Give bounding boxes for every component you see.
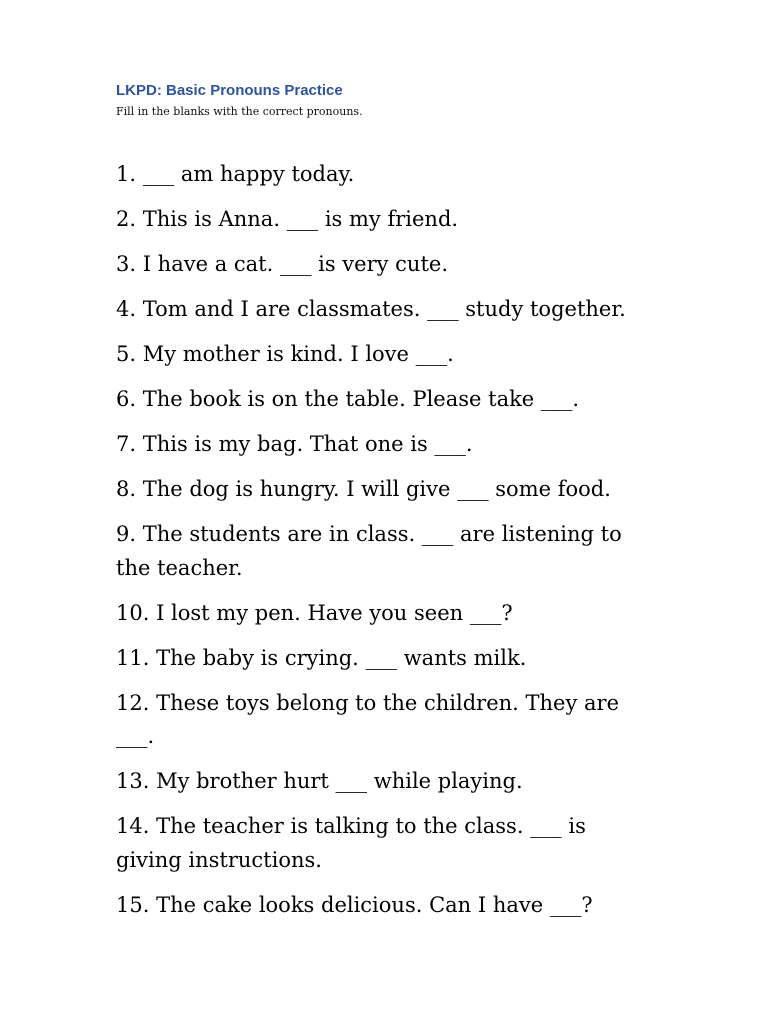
question-2: 2. This is Anna. ___ is my friend. bbox=[116, 207, 459, 231]
question-6: 6. The book is on the table. Please take ___. bbox=[116, 387, 580, 411]
worksheet-title: LKPD: Basic Pronouns Practice bbox=[116, 82, 343, 99]
question-10: 10. I lost my pen. Have you seen ___? bbox=[116, 600, 513, 625]
question-1: 1. ___ am happy today. bbox=[116, 162, 355, 186]
question-8: 8. The dog is hungry. I will give ___ some food. bbox=[116, 477, 611, 501]
question-3: 3. I have a cat. ___ is very cute. bbox=[116, 252, 449, 276]
question-12: 12. These toys belong to the children. They are ___. bbox=[116, 690, 619, 748]
question-13: 13. My brother hurt ___ while playing. bbox=[116, 769, 523, 793]
question-7: 7. This is my bag. That one is ___. bbox=[116, 432, 473, 456]
question-9: 9. The students are in class. ___ are listening to the teacher. bbox=[116, 522, 622, 580]
worksheet-content bbox=[116, 81, 656, 934]
question-5: 5. My mother is kind. I love ___. bbox=[116, 342, 454, 366]
question-14: 14. The teacher is talking to the class. ___ is giving instructions. bbox=[116, 814, 586, 872]
worksheet-instructions: Fill in the blanks with the correct pronouns. bbox=[116, 105, 363, 118]
question-15: 15. The cake looks delicious. Can I have ___? bbox=[116, 892, 593, 917]
question-list bbox=[116, 158, 656, 922]
question-4: 4. Tom and I are classmates. ___ study together. bbox=[116, 297, 626, 321]
question-11: 11. The baby is crying. ___ wants milk. bbox=[116, 645, 527, 670]
